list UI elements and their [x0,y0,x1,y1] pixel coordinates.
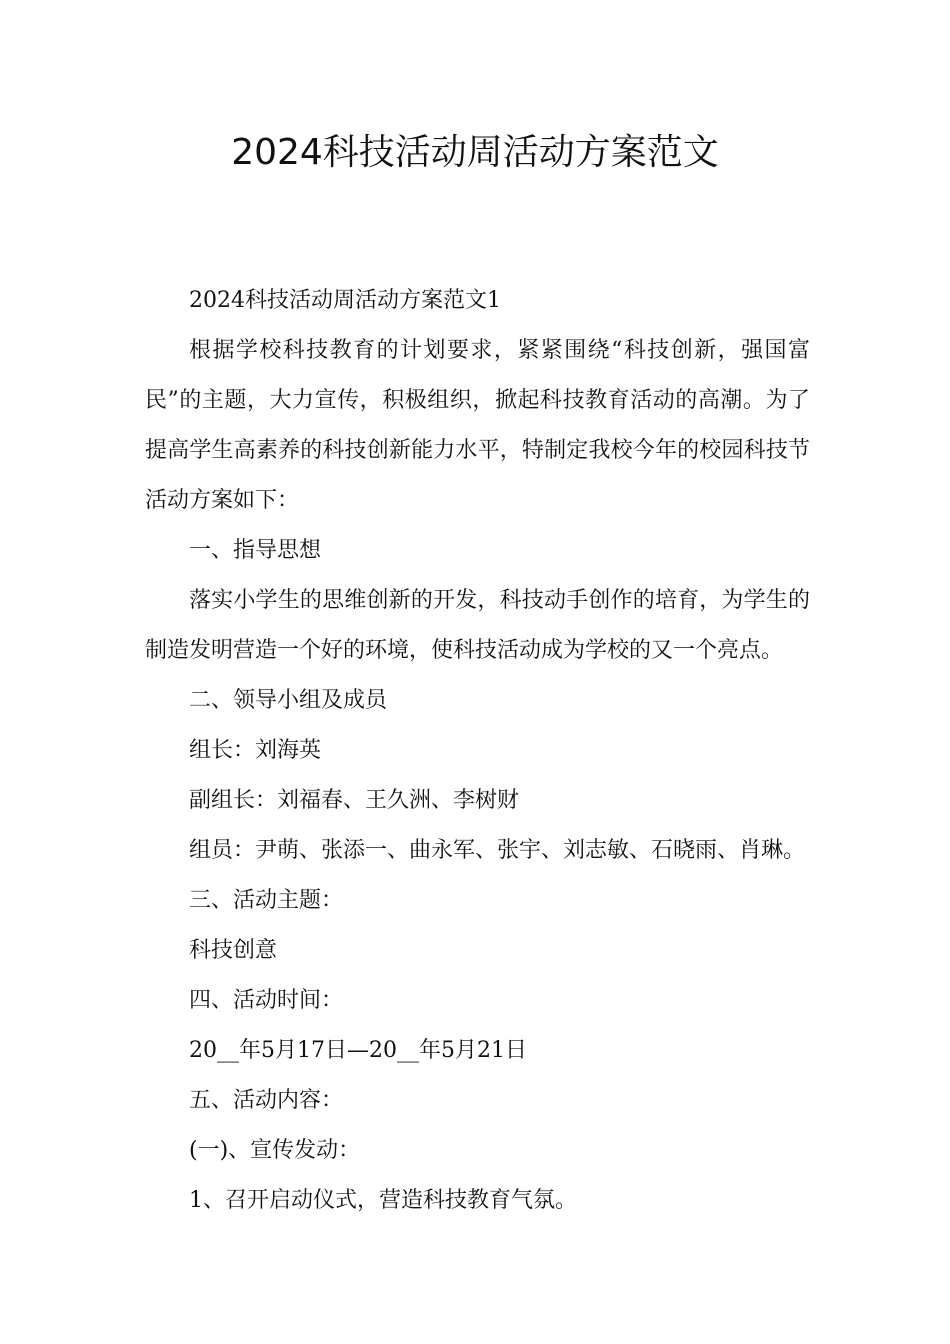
paragraph-subtitle: 2024科技活动周活动方案范文1 [189,288,501,313]
paragraph-activity-time: 20__年5月17日—20__年5月21日 [189,1038,527,1063]
paragraph-intro: 根据学校科技教育的计划要求，紧紧围绕“科技创新，强国富民”的主题，大力宣传，积极组织，掀起科技教育活动的高潮。为了提高学生高素养的科技创新能力水平，特制定我校今年的校园科技节活动方案如下： [145,338,810,513]
paragraph-group-members: 组员：尹萌、张添一、曲永军、张宇、刘志敏、石晓雨、肖琳。 [189,838,806,863]
section-heading-leadership-group: 二、领导小组及成员 [189,688,388,713]
paragraph-deputy-leaders: 副组长：刘福春、王久洲、李树财 [189,788,520,813]
paragraph-group-leader: 组长：刘海英 [189,738,322,763]
section-heading-guiding-ideology: 一、指导思想 [189,538,322,563]
section-heading-activity-theme: 三、活动主题： [189,888,344,913]
section-heading-activity-time: 四、活动时间： [189,988,344,1013]
document-title: 2024科技活动周活动方案范文 [231,132,719,173]
section-heading-activity-content: 五、活动内容： [189,1088,344,1113]
document-body [145,276,810,1226]
list-item-launch-ceremony: 1、召开启动仪式，营造科技教育气氛。 [189,1188,577,1213]
subsection-heading-publicity: (一)、宣传发动： [189,1138,361,1163]
paragraph-guiding-ideology: 落实小学生的思维创新的开发，科技动手创作的培育，为学生的制造发明营造一个好的环境，使科技活动成为学校的又一个亮点。 [145,588,810,663]
paragraph-activity-theme: 科技创意 [189,938,278,963]
